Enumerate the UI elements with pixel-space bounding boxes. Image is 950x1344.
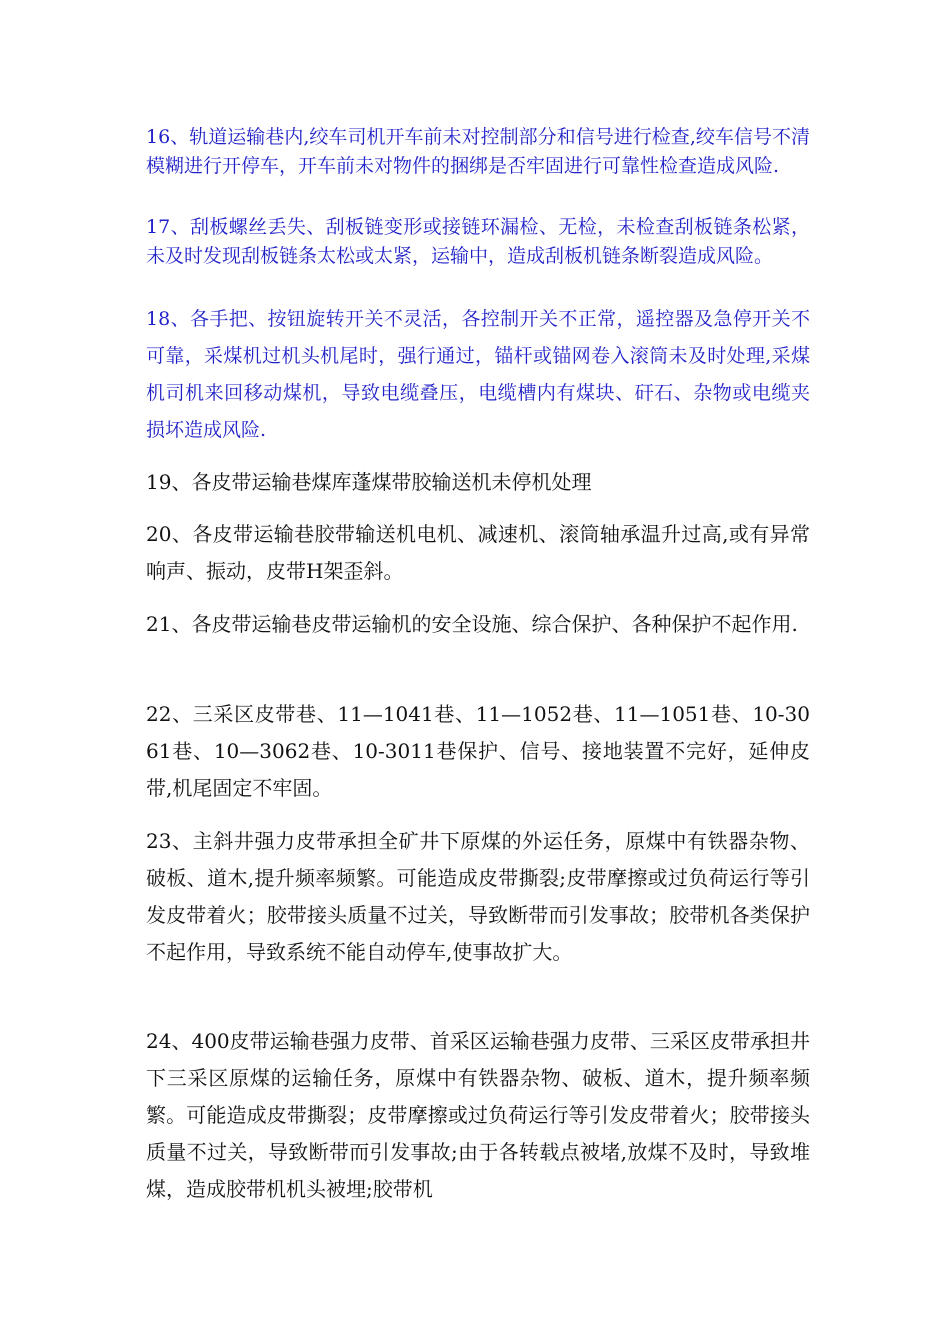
paragraph-17: 17、刮板螺丝丢失、刮板链变形或接链环漏检、无检，未检查刮板链条松紧，未及时发现刮板链条太松或太紧，运输中，造成刮板机链条断裂造成风险。 — [146, 216, 810, 267]
paragraph-20: 20、各皮带运输巷胶带输送机电机、减速机、滚筒轴承温升过高,或有异常响声、振动，皮带H架歪斜。 — [146, 522, 810, 583]
paragraph-22: 22、三采区皮带巷、11—1041巷、11—1052巷、11—1051巷、10-3061巷、10—3062巷、10-3011巷保护、信号、接地装置不完好，延伸皮带,机尾固定不牢固。 — [146, 702, 810, 800]
paragraph-21: 21、各皮带运输巷皮带运输机的安全设施、综合保护、各种保护不起作用. — [146, 612, 798, 636]
paragraph-23: 23、主斜井强力皮带承担全矿井下原煤的外运任务，原煤中有铁器杂物、破板、道木,提升频率频繁。可能造成皮带撕裂;皮带摩擦或过负荷运行等引发皮带着火；胶带接头质量不过关，导致断带而引发事故；胶带机各类保护不起作用，导致系统不能自动停车,使事故扩大。 — [146, 829, 810, 964]
paragraph-18: 18、各手把、按钮旋转开关不灵活，各控制开关不正常，遥控器及急停开关不可靠，采煤机过机头机尾时，强行通过，锚杆或锚网卷入滚筒未及时处理,采煤机司机来回移动煤机，导致电缆叠压，电缆槽内有煤块、矸石、杂物或电缆夹损坏造成风险. — [146, 308, 810, 441]
paragraph-19: 19、各皮带运输巷煤库蓬煤带胶输送机未停机处理 — [146, 470, 592, 494]
paragraph-16: 16、轨道运输巷内,绞车司机开车前未对控制部分和信号进行检查,绞车信号不清模糊进行开停车，开车前未对物件的捆绑是否牢固进行可靠性检查造成风险. — [146, 126, 810, 177]
paragraph-24: 24、400皮带运输巷强力皮带、首采区运输巷强力皮带、三采区皮带承担井下三采区原煤的运输任务，原煤中有铁器杂物、破板、道木，提升频率频繁。可能造成皮带撕裂；皮带摩擦或过负荷运行等引发皮带着火；胶带接头质量不过关，导致断带而引发事故;由于各转载点被堵,放煤不及时，导致堆煤，造成胶带机机头被埋;胶带机 — [146, 1029, 810, 1201]
